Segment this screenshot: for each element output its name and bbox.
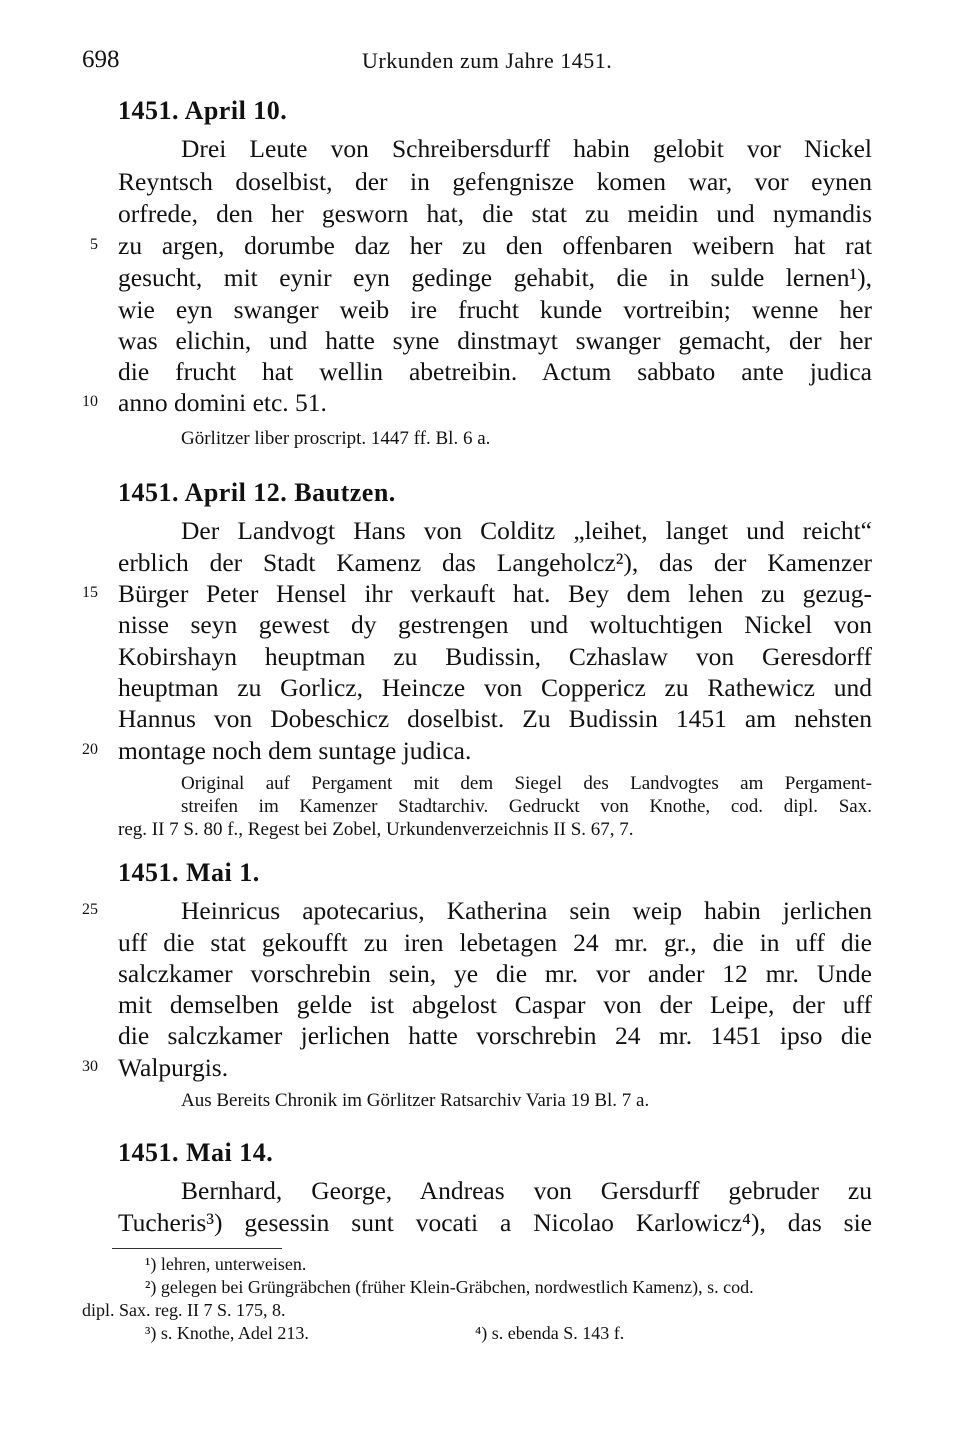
line-number: 5 (90, 236, 98, 253)
entry-line: Drei Leute von Schreibersdurff habin gelobit vor Nickel (181, 134, 872, 163)
entry-line: uff die stat gekoufft zu iren lebetagen 24 mr. gr., die in uff die (118, 928, 872, 957)
source-note: reg. II 7 S. 80 f., Regest bei Zobel, Urkundenverzeichnis II S. 67, 7. (118, 819, 634, 840)
entry-line: was elichin, und hatte syne dinstmayt swanger gemacht, der her (118, 326, 872, 355)
footnote: ³) s. Knothe, Adel 213. (145, 1323, 309, 1343)
entry-line: Bürger Peter Hensel ihr verkauft hat. Bey dem lehen zu gezug- (118, 579, 872, 608)
line-number: 30 (82, 1058, 98, 1075)
entry-date: 1451. April 12. Bautzen. (118, 478, 396, 507)
entry-line: gesucht, mit eynir eyn gedinge gehabit, die in sulde lernen¹), (118, 263, 872, 292)
running-title: Urkunden zum Jahre 1451. (362, 48, 613, 73)
entry-line: wie eyn swanger weib ire frucht kunde vortreibin; wenne her (118, 295, 872, 324)
entry-line: Tucheris³) gesessin sunt vocati a Nicolao Karlowicz⁴), das sie (118, 1208, 872, 1237)
entry-line: die salczkamer jerlichen hatte vorschrebin 24 mr. 1451 ipso die (118, 1021, 872, 1050)
entry-line: Bernhard, George, Andreas von Gersdurff gebruder zu (181, 1176, 872, 1205)
entry-line: heuptman zu Gorlicz, Heincze von Coppericz zu Rathewicz und (118, 673, 872, 702)
source-note: Görlitzer liber proscript. 1447 ff. Bl. 6 a. (181, 428, 491, 449)
entry-line: mit demselben gelde ist abgelost Caspar von der Leipe, der uff (118, 990, 872, 1019)
entry-date: 1451. April 10. (118, 96, 288, 125)
entry-line: die frucht hat wellin abetreibin. Actum sabbato ante judica (118, 357, 872, 386)
entry-line: Hannus von Dobeschicz doselbist. Zu Budissin 1451 am nehsten (118, 704, 872, 733)
entry-line: erblich der Stadt Kamenz das Langeholcz²), das der Kamenzer (118, 548, 872, 577)
entry-line: orfrede, den her gesworn hat, die stat zu meidin und nymandis (118, 199, 872, 228)
entry-line: anno domini etc. 51. (118, 388, 327, 417)
page-number: 698 (82, 46, 120, 73)
footnote: ⁴) s. ebenda S. 143 f. (475, 1323, 625, 1343)
footnote: ²) gelegen bei Grüngräbchen (früher Klein-Gräbchen, nordwestlich Kamenz), s. cod. (145, 1277, 754, 1297)
entry-line: Heinricus apotecarius, Katherina sein weip habin jerlichen (181, 896, 872, 925)
entry-line: Kobirshayn heuptman zu Budissin, Czhaslaw von Geresdorff (118, 642, 872, 671)
line-number: 10 (82, 393, 98, 410)
entry-date: 1451. Mai 1. (118, 858, 260, 887)
entry-line: montage noch dem suntage judica. (118, 736, 472, 765)
entry-line: zu argen, dorumbe daz her zu den offenbaren weibern hat rat (118, 231, 872, 260)
source-note: streifen im Kamenzer Stadtarchiv. Gedruckt von Knothe, cod. dipl. Sax. (181, 796, 872, 817)
entry-line: Walpurgis. (118, 1053, 229, 1082)
entry-line: Reyntsch doselbist, der in gefengnisze komen war, vor eynen (118, 167, 872, 196)
entry-line: Der Landvogt Hans von Colditz „leihet, langet und reicht“ (181, 516, 872, 545)
entry-date: 1451. Mai 14. (118, 1138, 274, 1167)
entry-line: nisse seyn gewest dy gestrengen und woltuchtigen Nickel von (118, 610, 872, 639)
line-number: 20 (82, 741, 98, 758)
footnote-continuation: dipl. Sax. reg. II 7 S. 175, 8. (82, 1300, 286, 1320)
entry-line: salczkamer vorschrebin sein, ye die mr. vor ander 12 mr. Unde (118, 959, 872, 988)
footnote: ¹) lehren, unterweisen. (145, 1254, 307, 1274)
line-number: 15 (82, 584, 98, 601)
source-note: Aus Bereits Chronik im Görlitzer Ratsarchiv Varia 19 Bl. 7 a. (181, 1090, 650, 1111)
source-note: Original auf Pergament mit dem Siegel des Landvogtes am Pergament- (181, 773, 872, 794)
footnote-divider (112, 1248, 282, 1249)
line-number: 25 (82, 901, 98, 918)
